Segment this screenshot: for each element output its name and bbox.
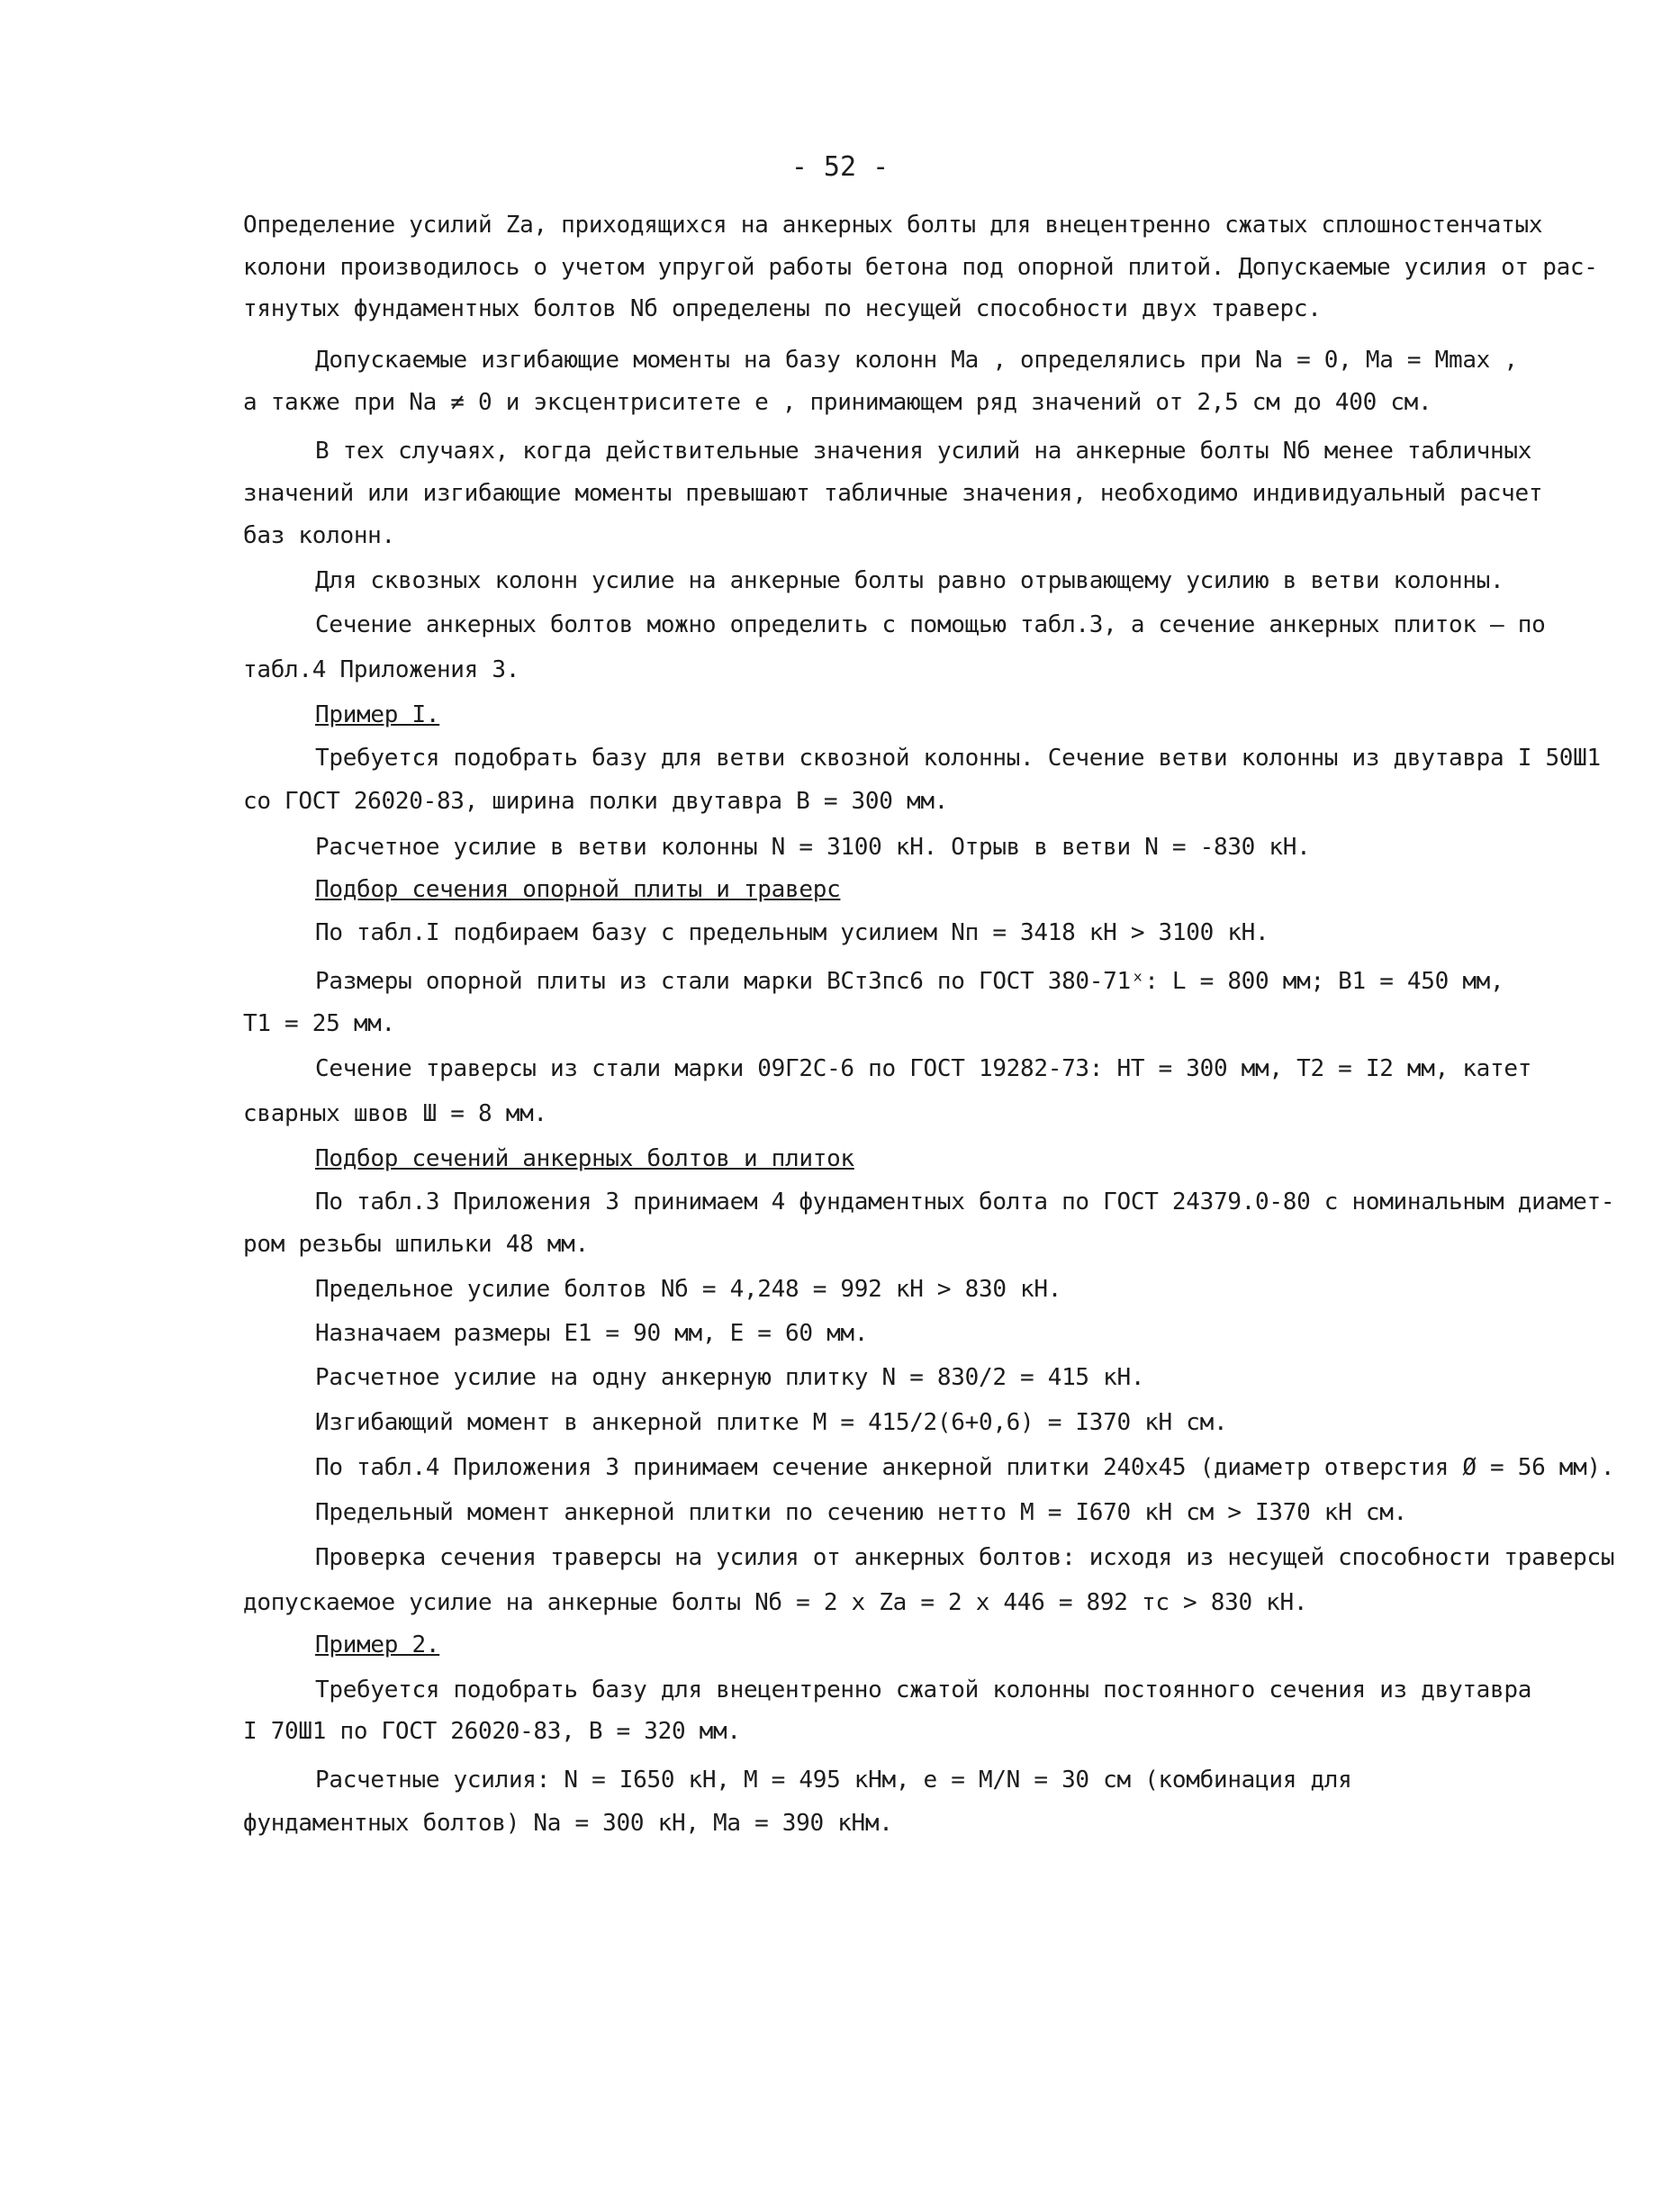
text-line: фундаментных болтов) Na = 300 кН, Ma = 390 кНм. [243,1810,893,1837]
text-line: Требуется подобрать базу для внецентренно сжатой колонны постоянного сечения из двутавра [315,1676,1532,1703]
text-line: Предельное усилие болтов Nб = 4,248 = 992 кН > 830 кН. [315,1276,1062,1303]
text-line: Расчетное усилие в ветви колонны N = 3100 кН. Отрыв в ветви N = -830 кН. [315,834,1311,861]
text-line: Для сквозных колонн усилие на анкерные болты равно отрывающему усилию в ветви колонны. [315,567,1504,594]
section-heading: Подбор сечений анкерных болтов и плиток [315,1145,854,1172]
text-line: Определение усилий Za, приходящихся на анкерных болты для внецентренно сжатых сплошностенчатых [243,212,1543,239]
text-line: Размеры опорной плиты из стали марки ВСт3пс6 по ГОСТ 380-71ˣ: L = 800 мм; B1 = 450 мм, [315,968,1504,995]
text-line: В тех случаях, когда действительные значения усилий на анкерные болты Nб менее табличных [315,438,1532,465]
text-line: Изгибающий момент в анкерной плитке M = 415/2(6+0,6) = I370 кН см. [315,1409,1228,1436]
text-line: Проверка сечения траверсы на усилия от анкерных болтов: исходя из несущей способности траверсы [315,1544,1615,1571]
section-heading: Подбор сечения опорной плиты и траверс [315,876,841,903]
text-line: Сечение анкерных болтов можно определить с помощью табл.3, а сечение анкерных плиток – по [315,611,1546,638]
text-line: По табл.4 Приложения 3 принимаем сечение анкерной плитки 240х45 (диаметр отверстия Ø = 56 мм). [315,1454,1615,1481]
text-line: значений или изгибающие моменты превышают табличные значения, необходимо индивидуальный расчет [243,480,1543,507]
text-line: со ГОСТ 26020-83, ширина полки двутавра B = 300 мм. [243,788,949,815]
text-line: а также при Na ≠ 0 и эксцентриситете e , принимающем ряд значений от 2,5 см до 400 см. [243,389,1432,416]
text-line: Расчетные усилия: N = I650 кН, M = 495 кНм, e = M/N = 30 см (комбинация для [315,1767,1352,1794]
text-line: баз колонн. [243,522,395,549]
text-line: Расчетное усилие на одну анкерную плитку N = 830/2 = 415 кН. [315,1364,1145,1391]
text-line: тянутых фундаментных болтов Nб определены по несущей способности двух траверс. [243,295,1322,322]
text-line: Сечение траверсы из стали марки 09Г2С-6 по ГОСТ 19282-73: HT = 300 мм, T2 = I2 мм, катет [315,1055,1532,1082]
text-line: Требуется подобрать базу для ветви сквозной колонны. Сечение ветви колонны из двутавра I 50Ш1 [315,745,1601,772]
example-heading: Пример 2. [315,1631,440,1658]
page-number: - 52 - [790,151,890,183]
text-line: По табл.3 Приложения 3 принимаем 4 фундаментных болта по ГОСТ 24379.0-80 с номинальным диамет- [315,1188,1615,1215]
text-line: I 70Ш1 по ГОСТ 26020-83, B = 320 мм. [243,1718,741,1745]
text-line: Назначаем размеры E1 = 90 мм, E = 60 мм. [315,1320,869,1347]
text-line: Предельный момент анкерной плитки по сечению нетто M = I670 кН см > I370 кН см. [315,1499,1407,1526]
text-line: сварных швов Ш = 8 мм. [243,1100,547,1127]
text-line: допускаемое усилие на анкерные болты Nб = 2 x Za = 2 x 446 = 892 тс > 830 кН. [243,1589,1308,1616]
text-line: табл.4 Приложения 3. [243,656,520,683]
example-heading: Пример I. [315,701,440,728]
text-line: Допускаемые изгибающие моменты на базу колонн Ma , определялись при Na = 0, Ma = Mmax , [315,347,1518,374]
text-line: По табл.I подбираем базу с предельным усилием Nп = 3418 кН > 3100 кН. [315,919,1269,946]
text-line: ром резьбы шпильки 48 мм. [243,1231,589,1258]
text-line: колони производилось о учетом упругой работы бетона под опорной плитой. Допускаемые усилия от рас- [243,254,1598,281]
text-line: T1 = 25 мм. [243,1010,395,1037]
